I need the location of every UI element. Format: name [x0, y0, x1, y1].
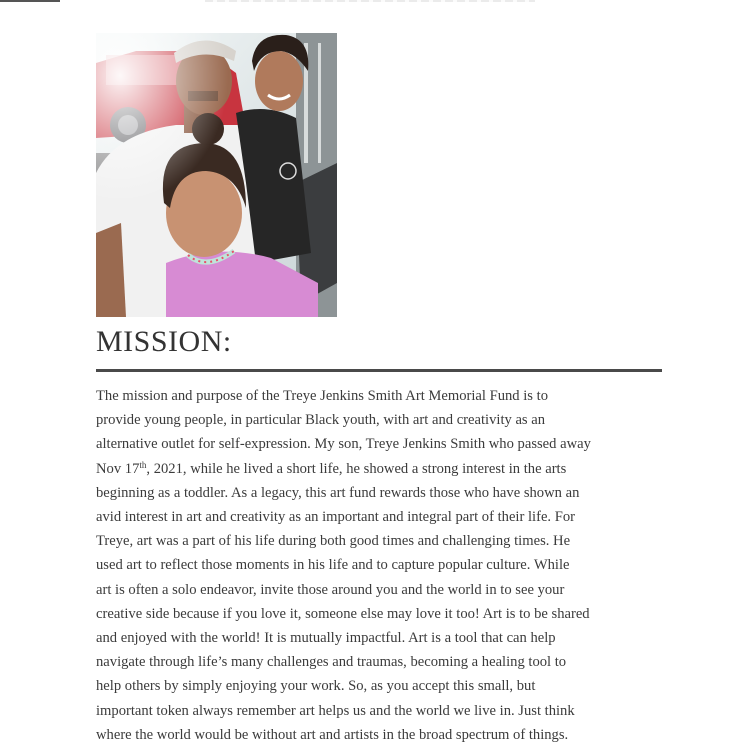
family-photo — [96, 33, 337, 317]
paragraph-line: help others by simply enjoying your work. So, as you accept this small, but — [96, 678, 536, 695]
mission-heading: MISSION: — [96, 325, 232, 358]
ordinal-suffix: th — [139, 459, 147, 470]
paragraph-line: creative side because if you love it, someone else may love it too! Art is to be shared — [96, 605, 590, 622]
cut-off-header-text — [205, 0, 535, 2]
paragraph-line: The mission and purpose of the Treye Jenkins Smith Art Memorial Fund is to — [96, 388, 548, 404]
paragraph-line: where the world would be without art and artists in the broad spectrum of things. — [96, 726, 569, 743]
paragraph-line: important token always remember art helps us and the world we live in. Just think — [96, 702, 575, 719]
paragraph-line: avid interest in art and creativity as an important and integral part of their life. For — [96, 509, 575, 526]
paragraph-line: provide young people, in particular Black youth, with art and creativity as an — [96, 412, 546, 429]
heading-rule-divider — [96, 369, 662, 372]
top-edge-bar — [0, 0, 60, 2]
mission-paragraph — [96, 384, 676, 747]
paragraph-line: art is often a solo endeavor, invite those around you and the world in to see your — [96, 581, 565, 598]
family-photo-icon — [96, 33, 337, 317]
paragraph-line: beginning as a toddler. As a legacy, this art fund rewards those who have shown an — [96, 484, 580, 501]
date-year-continuation: , 2021, while he lived a short life, he showed a strong interest in the arts — [146, 460, 567, 477]
paragraph-line: used art to reflect those moments in his life and to capture popular culture. While — [96, 557, 570, 574]
paragraph-line: navigate through life’s many challenges and traumas, becoming a healing tool to — [96, 654, 567, 671]
paragraph-line — [96, 457, 676, 481]
paragraph-line: Treye, art was a part of his life during both good times and challenging times. He — [96, 533, 571, 550]
paragraph-line: alternative outlet for self-expression. My son, Treye Jenkins Smith who passed away — [96, 436, 591, 453]
date-month-day: Nov 17 — [96, 460, 140, 477]
paragraph-line: and enjoyed with the world! It is mutually impactful. Art is a tool that can help — [96, 630, 556, 647]
